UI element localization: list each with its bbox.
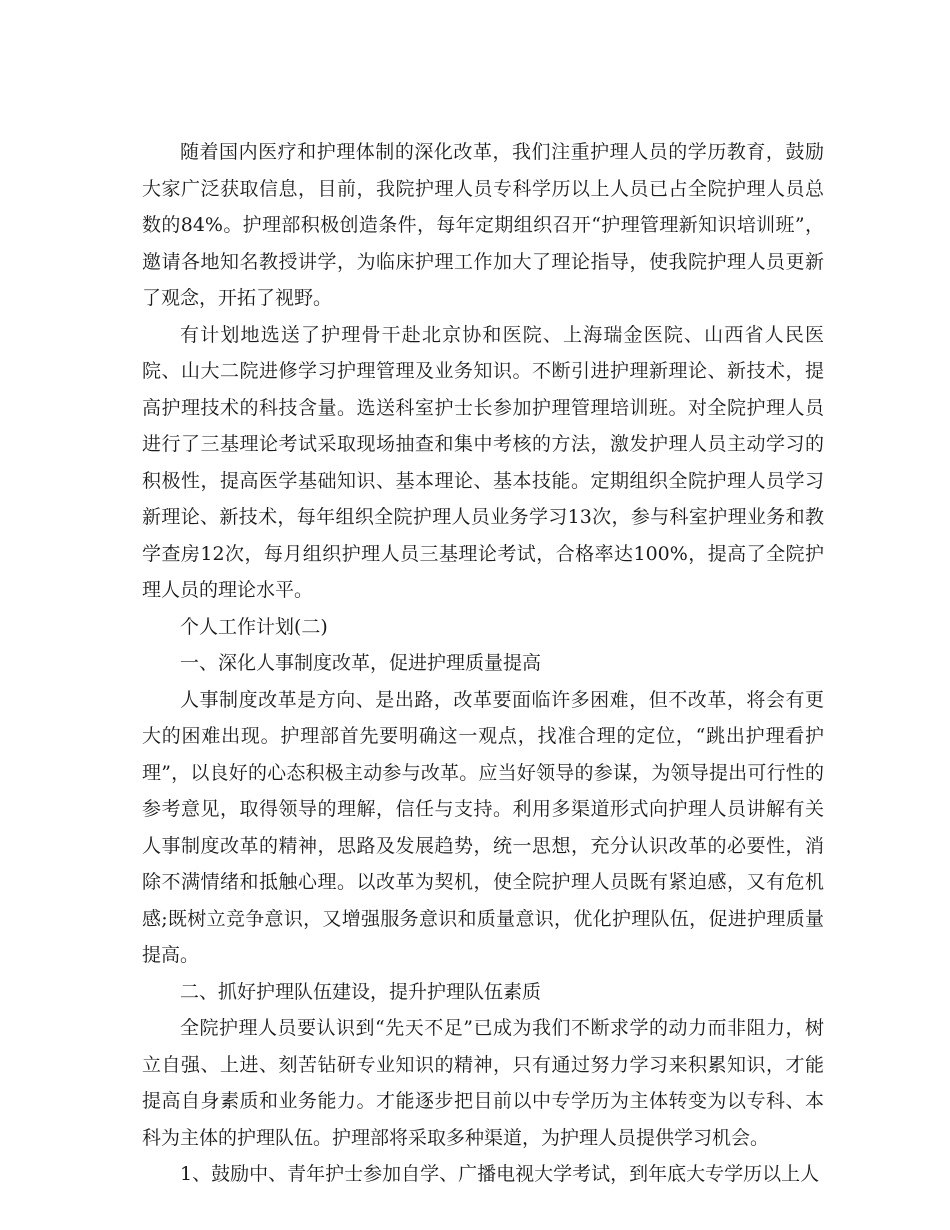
paragraph-personnel-reform: 人事制度改革是方向、是出路，改革要面临许多困难，但不改革，将会有更大的困难出现。护理部首先要明确这一观点，找准合理的定位，“跳出护理看护理”，以良好的心态积极主动参与改革。应当好领导的参谋，为领导提出可行性的参考意见，取得领导的理解，信任与支持。利用多渠道形式向护理人员讲解有关人事制度改革的精神，思路及发展趋势，统一思想，充分认识改革的必要性，消除不满情绪和抵触心理。以改革为契机，使全院护理人员既有紧迫感，又有危机感;既树立竞争意识，又增强服务意识和质量意识，优化护理队伍，促进护理质量提高。: [142, 688, 824, 966]
paragraph-training-plan: 有计划地选送了护理骨干赴北京协和医院、上海瑞金医院、山西省人民医院、山大二院进修学习护理管理及业务知识。不断引进护理新理论、新技术，提高护理技术的科技含量。选送科室护士长参加护理管理培训班。对全院护理人员进行了三基理论考试采取现场抽查和集中考核的方法，激发护理人员主动学习的积极性，提高医学基础知识、基本理论、基本技能。定期组织全院护理人员学习新理论、新技术，每年组织全院护理人员业务学习13次，参与科室护理业务和教学查房12次，每月组织护理人员三基理论考试，合格率达100%，提高了全院护理人员的理论水平。: [142, 323, 824, 601]
section-title-work-plan: 个人工作计划(二): [180, 615, 328, 638]
document-body: [142, 134, 824, 1193]
list-item-1: 1、鼓励中、青年护士参加自学、广播电视大学考试，到年底大专学历以上人: [180, 1163, 820, 1185]
paragraph-education-reform: 随着国内医疗和护理体制的深化改革，我们注重护理人员的学历教育，鼓励大家广泛获取信息，目前，我院护理人员专科学历以上人员已占全院护理人员总数的84%。护理部积极创造条件，每年定期组织召开“护理管理新知识培训班”，邀请各地知名教授讲学，为临床护理工作加大了理论指导，使我院护理人员更新了观念，开拓了视野。: [142, 141, 824, 309]
heading-personnel-reform: 一、深化人事制度改革，促进护理质量提高: [180, 652, 542, 674]
heading-team-building: 二、抓好护理队伍建设，提升护理队伍素质: [180, 980, 542, 1003]
paragraph-team-building: 全院护理人员要认识到“先天不足”已成为我们不断求学的动力而非阻力，树立自强、上进、刻苦钻研专业知识的精神，只有通过努力学习来积累知识，才能提高自身素质和业务能力。才能逐步把目前以中专学历为主体转变为以专科、本科为主体的护理队伍。护理部将采取多种渠道，为护理人员提供学习机会。: [142, 1017, 824, 1149]
